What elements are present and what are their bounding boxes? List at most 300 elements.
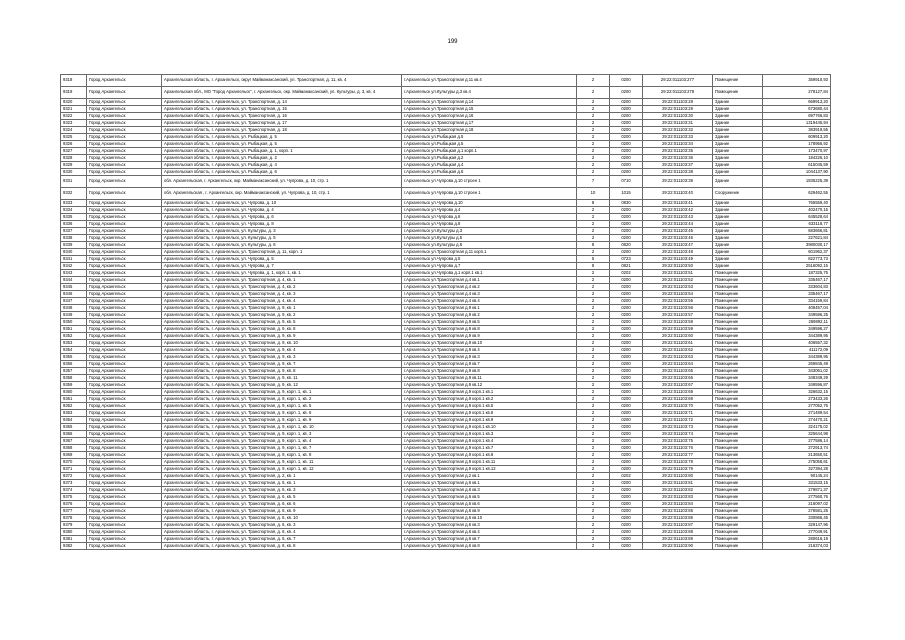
full-address-cell: Архангельская область, г. Архангельск, ул. Транспортная, д. 9, корп. 1, кв. 10: [162, 424, 402, 431]
cadastral-value-cell: 822773,73: [763, 256, 831, 263]
row-number: 9331: [61, 176, 87, 188]
full-address-cell: Архангельская область, г. Архангельск, ул. Транспортная, д. 9, кв. 9: [162, 333, 402, 340]
table-row: [61, 494, 831, 501]
cadastral-number-cell: 29:22:011103:86: [643, 515, 713, 522]
table-row: [61, 162, 831, 169]
table-row: [61, 188, 831, 200]
cadastral-value-cell: 645528,64: [763, 214, 831, 221]
cadastral-value-cell: 344389,95: [763, 333, 831, 340]
table-row: [61, 127, 831, 134]
group-cell: 2: [577, 361, 610, 368]
subgroup-cell: 0200: [610, 99, 643, 106]
cadastral-value-cell: 348349,29: [763, 375, 831, 382]
municipality-cell: Город Архангельск: [87, 396, 162, 403]
cadastral-value-cell: 271489,54: [763, 410, 831, 417]
full-address-cell: Архангельская область, г. Архангельск, ул. Транспортная, д. 9, корп. 1, кв. 4: [162, 438, 402, 445]
short-address-cell: г.Архангельск ул.Чупрова д.10: [402, 200, 577, 207]
object-type-cell: Помещение: [713, 515, 763, 522]
cadastral-value-cell: 359910,93: [763, 75, 831, 87]
object-type-cell: Здание: [713, 242, 763, 249]
short-address-cell: г.Архангельск ул.Транспортная д.4 кв.1: [402, 277, 577, 284]
table-row: [61, 536, 831, 543]
short-address-cell: г.Архангельск ул.Транспортная д.9 кв.5: [402, 319, 577, 326]
subgroup-cell: 0200: [610, 277, 643, 284]
subgroup-cell: 0200: [610, 120, 643, 127]
full-address-cell: Архангельская область, г. Архангельск, ул. Культуры, д. 3: [162, 228, 402, 235]
row-number: 9335: [61, 214, 87, 221]
full-address-cell: Архангельская область, г. Архангельск, ул. Транспортная, д. 9, кв. 4: [162, 347, 402, 354]
row-number: 9358: [61, 375, 87, 382]
cadastral-number-cell: 29:22:011103:83: [643, 494, 713, 501]
cadastral-value-cell: 349596,87: [763, 382, 831, 389]
subgroup-cell: 0200: [610, 529, 643, 536]
municipality-cell: Город Архангельск: [87, 270, 162, 277]
group-cell: 2: [577, 487, 610, 494]
cadastral-value-cell: 327394,28: [763, 466, 831, 473]
cadastral-value-cell: 629462,55: [763, 188, 831, 200]
row-number: 9354: [61, 347, 87, 354]
subgroup-cell: 0200: [610, 375, 643, 382]
short-address-cell: г.Архангельск ул.Транспортная д.6 кв.10: [402, 515, 577, 522]
row-number: 9381: [61, 536, 87, 543]
subgroup-cell: 0200: [610, 487, 643, 494]
short-address-cell: г.Архангельск ул.Рыбацкая д.2: [402, 155, 577, 162]
cadastral-value-cell: 331533,15: [763, 480, 831, 487]
object-type-cell: Помещение: [713, 75, 763, 87]
municipality-cell: Город Архангельск: [87, 522, 162, 529]
object-type-cell: Помещение: [713, 480, 763, 487]
full-address-cell: Архангельская область, г. Архангельск, ул. Транспортная, д. 14: [162, 99, 402, 106]
cadastral-number-cell: 29:22:011103:60: [643, 333, 713, 340]
object-type-cell: Помещение: [713, 382, 763, 389]
table-row: [61, 501, 831, 508]
subgroup-cell: 0200: [610, 347, 643, 354]
municipality-cell: Город Архангельск: [87, 106, 162, 113]
table-row: [61, 326, 831, 333]
short-address-cell: г.Архангельск ул.Транспортная д.9 кв.1: [402, 305, 577, 312]
group-cell: 2: [577, 480, 610, 487]
table-row: [61, 106, 831, 113]
full-address-cell: Архангельская область, г. Архангельск, ул. Транспортная, д. 9, кв. 1: [162, 305, 402, 312]
object-type-cell: Помещение: [713, 291, 763, 298]
table-row: [61, 298, 831, 305]
group-cell: 7: [577, 176, 610, 188]
municipality-cell: Город Архангельск: [87, 312, 162, 319]
subgroup-cell: 0200: [610, 87, 643, 99]
cadastral-number-cell: 29:22:011103:59: [643, 326, 713, 333]
cadastral-number-cell: 29:22:011103:84: [643, 501, 713, 508]
group-cell: 2: [577, 403, 610, 410]
object-type-cell: Помещение: [713, 543, 763, 550]
short-address-cell: г.Архангельск ул.Транспортная д.9 корп.1 кв.11: [402, 459, 577, 466]
municipality-cell: Город Архангельск: [87, 494, 162, 501]
cadastral-number-cell: 29:22:011103:69: [643, 396, 713, 403]
full-address-cell: Архангельская область, г. Архангельск, ул. Транспортная, д. 9, кв. 12: [162, 382, 402, 389]
row-number: 9343: [61, 270, 87, 277]
cadastral-number-cell: 29:22:011103:53: [643, 284, 713, 291]
cadastral-value-cell: 280616,19: [763, 536, 831, 543]
cadastral-number-cell: 29:22:011103:51: [643, 270, 713, 277]
row-number: 9334: [61, 207, 87, 214]
row-number: 9368: [61, 445, 87, 452]
group-cell: 2: [577, 127, 610, 134]
full-address-cell: обл. Архангельская , г. Архангельск, окр. Майманаксанский, ул. Чупрова, д. 10, стр. 1: [162, 188, 402, 200]
short-address-cell: г.Архангельск ул.Транспортная д.9 кв.12: [402, 382, 577, 389]
short-address-cell: г.Архангельск ул.Рыбацкая д.5: [402, 141, 577, 148]
table-row: [61, 207, 831, 214]
cadastral-number-cell: 29:22:011103:85: [643, 508, 713, 515]
table-row: [61, 169, 831, 176]
municipality-cell: Город Архангельск: [87, 459, 162, 466]
table-body: [61, 75, 831, 550]
municipality-cell: Город Архангельск: [87, 361, 162, 368]
table-row: [61, 382, 831, 389]
full-address-cell: Архангельская область, г. Архангельск, ул. Транспортная, д. 17: [162, 120, 402, 127]
cadastral-number-cell: 29:22:011103:41: [643, 200, 713, 207]
full-address-cell: Архангельская область, г. Архангельск, ул. Культуры, д. 5: [162, 235, 402, 242]
row-number: 9350: [61, 319, 87, 326]
table-row: [61, 424, 831, 431]
cadastral-value-cell: 673680,44: [763, 106, 831, 113]
full-address-cell: Архангельская область, г. Архангельск, ул. Транспортная, д. 9, кв. 10: [162, 340, 402, 347]
group-cell: 2: [577, 466, 610, 473]
object-type-cell: Здание: [713, 148, 763, 155]
group-cell: 8: [577, 263, 610, 270]
cadastral-number-cell: 29:22:011103:67: [643, 382, 713, 389]
subgroup-cell: 0200: [610, 424, 643, 431]
cadastral-number-cell: 29:22:011103:61: [643, 340, 713, 347]
cadastral-number-cell: 29:22:011103:277: [643, 75, 713, 87]
cadastral-number-cell: 29:22:011103:64: [643, 361, 713, 368]
municipality-cell: Город Архангельск: [87, 347, 162, 354]
group-cell: 2: [577, 326, 610, 333]
object-type-cell: Здание: [713, 228, 763, 235]
cadastral-number-cell: 29:22:011103:68: [643, 389, 713, 396]
subgroup-cell: 0821: [610, 263, 643, 270]
object-type-cell: Помещение: [713, 473, 763, 480]
short-address-cell: г.Архангельск ул.Транспортная д.14: [402, 99, 577, 106]
cadastral-value-cell: 765559,40: [763, 200, 831, 207]
subgroup-cell: 0200: [610, 75, 643, 87]
subgroup-cell: 0200: [610, 113, 643, 120]
municipality-cell: Город Архангельск: [87, 319, 162, 326]
cadastral-value-table: [60, 74, 831, 550]
full-address-cell: Архангельская область, г. Архангельск, ул. Рыбацкая, д. 5: [162, 141, 402, 148]
subgroup-cell: 0200: [610, 148, 643, 155]
object-type-cell: Помещение: [713, 431, 763, 438]
subgroup-cell: 0200: [610, 543, 643, 550]
row-number: 9319: [61, 87, 87, 99]
short-address-cell: г.Архангельск ул.Чупрова д.10 строен 1: [402, 188, 577, 200]
row-number: 9357: [61, 368, 87, 375]
group-cell: 2: [577, 522, 610, 529]
table-row: [61, 473, 831, 480]
short-address-cell: г.Архангельск ул.Транспортная д.6 кв.9: [402, 508, 577, 515]
group-cell: 2: [577, 508, 610, 515]
municipality-cell: Город Архангельск: [87, 235, 162, 242]
group-cell: 2: [577, 368, 610, 375]
table-row: [61, 508, 831, 515]
cadastral-value-cell: 633118,77: [763, 221, 831, 228]
municipality-cell: Город Архангельск: [87, 473, 162, 480]
object-type-cell: Здание: [713, 235, 763, 242]
cadastral-value-cell: 279871,37: [763, 487, 831, 494]
row-number: 9356: [61, 361, 87, 368]
short-address-cell: г.Архангельск ул.Транспортная д.9 кв.8: [402, 326, 577, 333]
cadastral-number-cell: 29:22:011103:57: [643, 312, 713, 319]
cadastral-value-cell: 276581,25: [763, 508, 831, 515]
page-number: 199: [447, 39, 458, 45]
municipality-cell: Город Архангельск: [87, 291, 162, 298]
cadastral-number-cell: 29:22:011103:87: [643, 522, 713, 529]
cadastral-value-cell: 1319445,94: [763, 120, 831, 127]
group-cell: 2: [577, 445, 610, 452]
cadastral-value-cell: 277052,76: [763, 403, 831, 410]
cadastral-number-cell: 29:22:011103:71: [643, 410, 713, 417]
group-cell: 2: [577, 312, 610, 319]
object-type-cell: Помещение: [713, 312, 763, 319]
group-cell: 8: [577, 200, 610, 207]
full-address-cell: Архангельская область, г. Архангельск, ул. Транспортная, д. 9, кв. 7: [162, 361, 402, 368]
cadastral-number-cell: 29:22:011103:62: [643, 347, 713, 354]
subgroup-cell: 0200: [610, 438, 643, 445]
table-row: [61, 438, 831, 445]
short-address-cell: г.Архангельск ул.Транспортная д.9 корп.1 кв.10: [402, 424, 577, 431]
municipality-cell: Город Архангельск: [87, 410, 162, 417]
group-cell: 2: [577, 235, 610, 242]
full-address-cell: Архангельская область, г. Архангельск, ул. Рыбацкая, д. 2: [162, 155, 402, 162]
short-address-cell: г.Архангельск ул.Транспортная д.9 корп.1 кв.7: [402, 445, 577, 452]
object-type-cell: Помещение: [713, 361, 763, 368]
municipality-cell: Город Архангельск: [87, 368, 162, 375]
subgroup-cell: 0200: [610, 340, 643, 347]
short-address-cell: г.Архангельск ул.Рыбацкая д.1 корп.1: [402, 148, 577, 155]
municipality-cell: Город Архангельск: [87, 424, 162, 431]
table-row: [61, 487, 831, 494]
municipality-cell: Город Архангельск: [87, 127, 162, 134]
group-cell: 2: [577, 120, 610, 127]
table-row: [61, 148, 831, 155]
group-cell: 2: [577, 134, 610, 141]
municipality-cell: Город Архангельск: [87, 452, 162, 459]
subgroup-cell: 0200: [610, 522, 643, 529]
object-type-cell: Здание: [713, 256, 763, 263]
municipality-cell: Город Архангельск: [87, 333, 162, 340]
municipality-cell: Город Архангельск: [87, 87, 162, 99]
cadastral-number-cell: 29:22:011103:37: [643, 162, 713, 169]
cadastral-number-cell: 29:22:011103:78: [643, 459, 713, 466]
short-address-cell: г.Архангельск ул.Культуры д.5: [402, 235, 577, 242]
table-row: [61, 347, 831, 354]
short-address-cell: г.Архангельск ул.Рыбацкая д.6: [402, 169, 577, 176]
municipality-cell: Город Архангельск: [87, 155, 162, 162]
group-cell: 2: [577, 148, 610, 155]
municipality-cell: Город Архангельск: [87, 113, 162, 120]
cadastral-value-cell: 333604,83: [763, 284, 831, 291]
object-type-cell: Здание: [713, 120, 763, 127]
table-row: [61, 141, 831, 148]
cadastral-number-cell: 29:22:011103:28: [643, 99, 713, 106]
cadastral-value-cell: 3980030,17: [763, 242, 831, 249]
table-row: [61, 75, 831, 87]
cadastral-number-cell: 29:22:011103:43: [643, 214, 713, 221]
short-address-cell: г.Архангельск ул.Транспортная д.9 корп.1 кв.9: [402, 417, 577, 424]
subgroup-cell: 0820: [610, 242, 643, 249]
short-address-cell: г.Архангельск ул.Транспортная д.9 кв.11: [402, 375, 577, 382]
short-address-cell: г.Архангельск ул.Транспортная д.9 корп.1 кв.2: [402, 396, 577, 403]
cadastral-number-cell: 29:22:011103:90: [643, 543, 713, 550]
group-cell: 2: [577, 113, 610, 120]
cadastral-number-cell: 29:22:011103:65: [643, 368, 713, 375]
cadastral-value-cell: 269892,11: [763, 319, 831, 326]
full-address-cell: Архангельская область, г. Архангельск, ул. Рыбацкая, д. 5: [162, 134, 402, 141]
table-row: [61, 256, 831, 263]
subgroup-cell: 0200: [610, 284, 643, 291]
municipality-cell: Город Архангельск: [87, 445, 162, 452]
full-address-cell: Архангельская область, г. Архангельск, ул. Транспортная, д. 11, корп. 1: [162, 249, 402, 256]
cadastral-value-cell: 213650,51: [763, 452, 831, 459]
cadastral-value-cell: 272913,74: [763, 445, 831, 452]
group-cell: 2: [577, 515, 610, 522]
group-cell: 2: [577, 389, 610, 396]
row-number: 9376: [61, 501, 87, 508]
group-cell: 2: [577, 354, 610, 361]
cadastral-value-cell: 2516092,15: [763, 263, 831, 270]
municipality-cell: Город Архангельск: [87, 354, 162, 361]
subgroup-cell: 0200: [610, 134, 643, 141]
full-address-cell: Архангельская обл., МО "Город Архангельск", г. Архангельск, окр. Майманаксанский, ул. Культуры, д. 3, кв. 4: [162, 87, 402, 99]
table-row: [61, 319, 831, 326]
table-row: [61, 361, 831, 368]
object-type-cell: Помещение: [713, 270, 763, 277]
group-cell: 2: [577, 501, 610, 508]
full-address-cell: Архангельская область, г. Архангельск, ул. Чупрова, д. 8: [162, 221, 402, 228]
full-address-cell: Архангельская область, г. Архангельск, ул. Транспортная, д. 18: [162, 127, 402, 134]
cadastral-value-cell: 173470,97: [763, 148, 831, 155]
group-cell: 2: [577, 536, 610, 543]
cadastral-value-cell: 216374,03: [763, 543, 831, 550]
municipality-cell: Город Архангельск: [87, 277, 162, 284]
cadastral-number-cell: 29:22:011103:89: [643, 536, 713, 543]
object-type-cell: Помещение: [713, 494, 763, 501]
row-number: 9340: [61, 249, 87, 256]
full-address-cell: Архангельская область, г. Архангельск, ул. Чупрова, д. 7: [162, 263, 402, 270]
subgroup-cell: 0200: [610, 169, 643, 176]
object-type-cell: Помещение: [713, 487, 763, 494]
group-cell: 2: [577, 473, 610, 480]
group-cell: 2: [577, 277, 610, 284]
object-type-cell: Помещение: [713, 347, 763, 354]
short-address-cell: г.Архангельск ул.Культуры д.3: [402, 228, 577, 235]
cadastral-number-cell: 29:22:011103:39: [643, 176, 713, 188]
subgroup-cell: 0200: [610, 466, 643, 473]
full-address-cell: Архангельская область, г. Архангельск, ул. Транспортная, д. 2, кв. 1: [162, 473, 402, 480]
full-address-cell: Архангельская область, г. Архангельск, ул. Транспортная, д. 4, кв. 2: [162, 284, 402, 291]
cadastral-number-cell: 29:22:011103:88: [643, 529, 713, 536]
subgroup-cell: 0200: [610, 155, 643, 162]
table-row: [61, 431, 831, 438]
full-address-cell: Архангельская область, г. Архангельск, ул. Транспортная, д. 9, корп. 1, кв. 9: [162, 417, 402, 424]
group-cell: 2: [577, 214, 610, 221]
row-number: 9380: [61, 529, 87, 536]
cadastral-number-cell: 29:22:011103:35: [643, 148, 713, 155]
full-address-cell: Архангельская область, г. Архангельск, ул. Транспортная, д. 6, кв. 3: [162, 522, 402, 529]
short-address-cell: г.Архангельск ул.Транспортная д.9 корп.1 кв.6: [402, 410, 577, 417]
group-cell: 2: [577, 529, 610, 536]
object-type-cell: Помещение: [713, 501, 763, 508]
municipality-cell: Город Архангельск: [87, 99, 162, 106]
cadastral-value-cell: 349596,25: [763, 312, 831, 319]
table-row: [61, 113, 831, 120]
short-address-cell: г.Архангельск ул.Транспортная д.6 кв.3: [402, 522, 577, 529]
subgroup-cell: 0200: [610, 127, 643, 134]
group-cell: 2: [577, 333, 610, 340]
municipality-cell: Город Архангельск: [87, 200, 162, 207]
cadastral-number-cell: 29:22:011103:74: [643, 431, 713, 438]
cadastral-value-cell: 697766,83: [763, 113, 831, 120]
subgroup-cell: 0200: [610, 141, 643, 148]
row-number: 9326: [61, 141, 87, 148]
row-number: 9361: [61, 396, 87, 403]
row-number: 9366: [61, 431, 87, 438]
full-address-cell: Архангельская область, г. Архангельск, ул. Транспортная, д. 9, корп. 1, кв. 7: [162, 445, 402, 452]
table-row: [61, 228, 831, 235]
cadastral-number-cell: 29:22:011103:52: [643, 277, 713, 284]
row-number: 9349: [61, 312, 87, 319]
municipality-cell: Город Архангельск: [87, 75, 162, 87]
cadastral-value-cell: 277586,14: [763, 438, 831, 445]
row-number: 9367: [61, 438, 87, 445]
cadastral-value-cell: 269845,49: [763, 361, 831, 368]
cadastral-value-cell: 615045,59: [763, 162, 831, 169]
full-address-cell: Архангельская область, г. Архангельск, ул. Транспортная, д. 9, кв. 2: [162, 312, 402, 319]
table-row: [61, 480, 831, 487]
municipality-cell: Город Архангельск: [87, 389, 162, 396]
object-type-cell: Помещение: [713, 326, 763, 333]
row-number: 9345: [61, 284, 87, 291]
group-cell: 2: [577, 347, 610, 354]
object-type-cell: Помещение: [713, 452, 763, 459]
row-number: 9369: [61, 452, 87, 459]
cadastral-number-cell: 29:22:011103:56: [643, 305, 713, 312]
municipality-cell: Город Архангельск: [87, 188, 162, 200]
row-number: 9362: [61, 403, 87, 410]
group-cell: 2: [577, 452, 610, 459]
short-address-cell: г.Архангельск ул.Транспортная д.6 кв.8: [402, 543, 577, 550]
row-number: 9327: [61, 148, 87, 155]
municipality-cell: Город Архангельск: [87, 162, 162, 169]
subgroup-cell: 0200: [610, 249, 643, 256]
table-row: [61, 99, 831, 106]
row-number: 9377: [61, 508, 87, 515]
short-address-cell: г.Архангельск ул.Чупрова д.4: [402, 207, 577, 214]
row-number: 9342: [61, 263, 87, 270]
cadastral-value-cell: 669913,20: [763, 99, 831, 106]
subgroup-cell: 0200: [610, 494, 643, 501]
object-type-cell: Здание: [713, 141, 763, 148]
cadastral-value-cell: 216097,02: [763, 501, 831, 508]
table-row: [61, 466, 831, 473]
cadastral-value-cell: 329147,96: [763, 522, 831, 529]
short-address-cell: г.Архангельск ул.Транспортная д.9 кв.2: [402, 312, 577, 319]
table-row: [61, 221, 831, 228]
table-row: [61, 452, 831, 459]
cadastral-value-cell: 275058,81: [763, 459, 831, 466]
municipality-cell: Город Архангельск: [87, 508, 162, 515]
table-row: [61, 176, 831, 188]
row-number: 9373: [61, 480, 87, 487]
subgroup-cell: 0200: [610, 207, 643, 214]
